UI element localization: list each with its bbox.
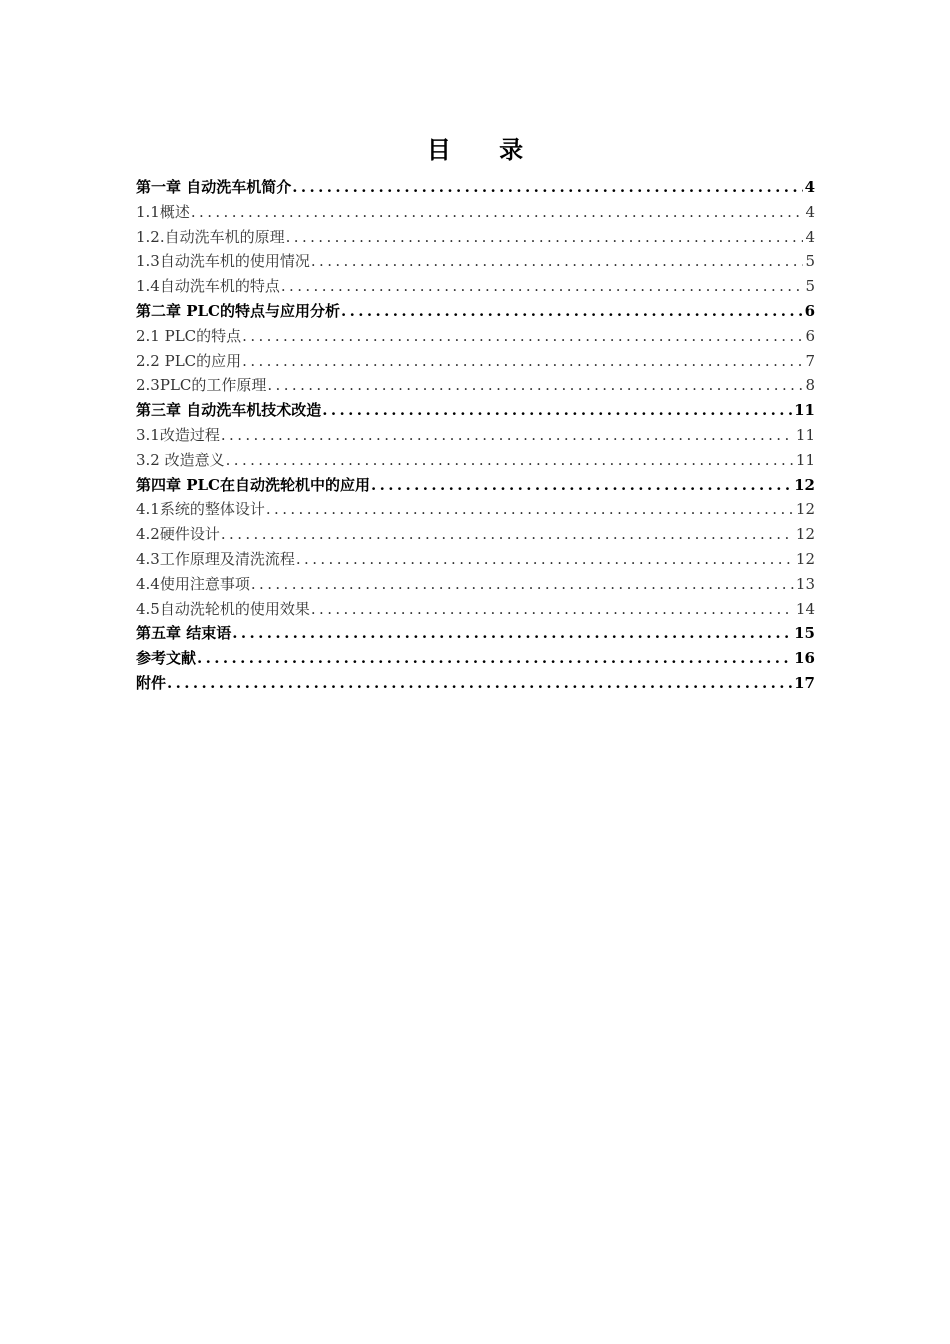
toc-entry-page: 6 xyxy=(805,326,815,345)
toc-entry[interactable] xyxy=(136,175,815,200)
toc-entry-label: 2.2 PLC的应用 xyxy=(136,351,242,370)
toc-entry[interactable] xyxy=(136,572,815,597)
toc-entry-label: 附件 xyxy=(136,673,167,692)
toc-leader-dots xyxy=(291,175,802,200)
toc-entry-page: 7 xyxy=(805,351,815,370)
toc-leader-dots xyxy=(310,597,794,622)
toc-leader-dots xyxy=(265,497,794,522)
toc-leader-dots xyxy=(241,349,803,374)
toc-entry-page: 5 xyxy=(805,252,815,271)
toc-entry[interactable] xyxy=(136,473,815,498)
toc-entry[interactable] xyxy=(136,671,815,696)
toc-leader-dots xyxy=(280,274,804,299)
toc-leader-dots xyxy=(196,646,792,671)
toc-entry-label: 参考文献 xyxy=(136,649,197,668)
toc-entry-label: 2.3PLC的工作原理 xyxy=(136,376,267,395)
toc-leader-dots xyxy=(241,324,803,349)
toc-entry-label: 4.1系统的整体设计 xyxy=(136,500,265,519)
toc-entry[interactable] xyxy=(136,373,815,398)
toc-entry[interactable] xyxy=(136,249,815,274)
toc-leader-dots xyxy=(225,448,794,473)
toc-entry[interactable] xyxy=(136,646,815,671)
toc-entry-label: 4.3工作原理及清洗流程 xyxy=(136,549,295,568)
toc-leader-dots xyxy=(295,547,794,572)
toc-entry[interactable] xyxy=(136,621,815,646)
toc-leader-dots xyxy=(166,671,792,696)
toc-entry-label: 第五章 结束语 xyxy=(136,624,232,643)
toc-entry[interactable] xyxy=(136,324,815,349)
toc-entry-page: 11 xyxy=(795,450,815,469)
toc-leader-dots xyxy=(220,423,794,448)
toc-entry[interactable] xyxy=(136,522,815,547)
toc-entry-page: 12 xyxy=(795,525,815,544)
toc-entry-page: 14 xyxy=(795,599,815,618)
toc-entry[interactable] xyxy=(136,597,815,622)
toc-entry[interactable] xyxy=(136,349,815,374)
toc-entry-label: 3.2 改造意义 xyxy=(136,450,225,469)
toc-entry[interactable] xyxy=(136,448,815,473)
toc-entry-label: 4.2硬件设计 xyxy=(136,525,220,544)
toc-entry-label: 1.1概述 xyxy=(136,202,190,221)
toc-entry-label: 4.4使用注意事项 xyxy=(136,574,250,593)
toc-entry-label: 4.5自动洗轮机的使用效果 xyxy=(136,599,310,618)
toc-entry-label: 1.3自动洗车机的使用情况 xyxy=(136,252,310,271)
toc-leader-dots xyxy=(220,522,794,547)
toc-entry-page: 16 xyxy=(794,649,815,668)
toc-leader-dots xyxy=(340,299,803,324)
toc-entry-page: 6 xyxy=(804,301,815,320)
toc-leader-dots xyxy=(190,200,804,225)
toc-entry-page: 12 xyxy=(795,549,815,568)
toc-list xyxy=(136,175,815,696)
toc-title: 目 录 xyxy=(426,135,544,164)
toc-leader-dots xyxy=(310,249,804,274)
toc-leader-dots xyxy=(370,473,792,498)
toc-entry-label: 第三章 自动洗车机技术改造 xyxy=(136,401,322,420)
toc-entry-label: 1.2.自动洗车机的原理 xyxy=(136,227,285,246)
toc-entry-page: 5 xyxy=(805,277,815,296)
toc-leader-dots xyxy=(250,572,794,597)
toc-entry-label: 第二章 PLC的特点与应用分析 xyxy=(136,301,340,320)
toc-leader-dots xyxy=(285,225,804,250)
toc-entry-label: 3.1改造过程 xyxy=(136,425,220,444)
toc-entry-label: 2.1 PLC的特点 xyxy=(136,326,242,345)
toc-entry-page: 17 xyxy=(794,673,815,692)
toc-entry-page: 4 xyxy=(805,227,815,246)
toc-entry[interactable] xyxy=(136,299,815,324)
toc-entry[interactable] xyxy=(136,497,815,522)
toc-entry-label: 第一章 自动洗车机简介 xyxy=(136,178,292,196)
toc-leader-dots xyxy=(266,373,803,398)
toc-entry-page: 13 xyxy=(795,574,815,593)
toc-entry-page: 4 xyxy=(804,178,815,196)
toc-entry-label: 1.4自动洗车机的特点 xyxy=(136,277,280,296)
toc-entry[interactable] xyxy=(136,225,815,250)
toc-entry-page: 12 xyxy=(794,475,815,494)
toc-entry-page: 11 xyxy=(794,401,815,420)
toc-entry[interactable] xyxy=(136,547,815,572)
toc-entry-page: 12 xyxy=(795,500,815,519)
toc-entry[interactable] xyxy=(136,398,815,423)
toc-entry-page: 15 xyxy=(794,624,815,643)
toc-entry[interactable] xyxy=(136,423,815,448)
toc-leader-dots xyxy=(231,621,792,646)
toc-entry[interactable] xyxy=(136,200,815,225)
toc-entry-page: 8 xyxy=(805,376,815,395)
toc-leader-dots xyxy=(321,398,792,423)
toc-entry[interactable] xyxy=(136,274,815,299)
toc-entry-page: 4 xyxy=(805,202,815,221)
toc-entry-page: 11 xyxy=(795,425,815,444)
toc-entry-label: 第四章 PLC在自动洗轮机中的应用 xyxy=(136,475,370,494)
